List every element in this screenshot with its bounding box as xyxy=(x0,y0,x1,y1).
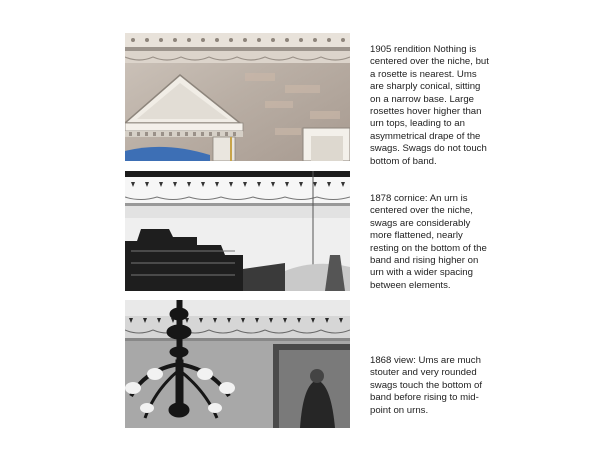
photo-1878-cornice xyxy=(125,171,350,291)
photo-1905-cornice xyxy=(125,33,350,161)
caption-1905: 1905 rendition Nothing is centered over the niche, but a rosette is nearest. Ums are sharply conical, sitting on a narrow base. Large rosettes hover higher than urn tops, leading to an asymmetrical drape of the swags. Swags do not touch bottom of band. xyxy=(370,44,489,167)
caption-1878: 1878 cornice: An urn is centered over the niche, swags are considerably more flattened, nearly resting on the bottom of the band and rising higher on urn with a wider spacing between elements. xyxy=(370,193,487,291)
caption-1868: 1868 view: Ums are much stouter and very rounded swags touch the bottom of band before rising to mid-point on urns. xyxy=(370,355,482,416)
photo-1868-view xyxy=(125,300,350,428)
